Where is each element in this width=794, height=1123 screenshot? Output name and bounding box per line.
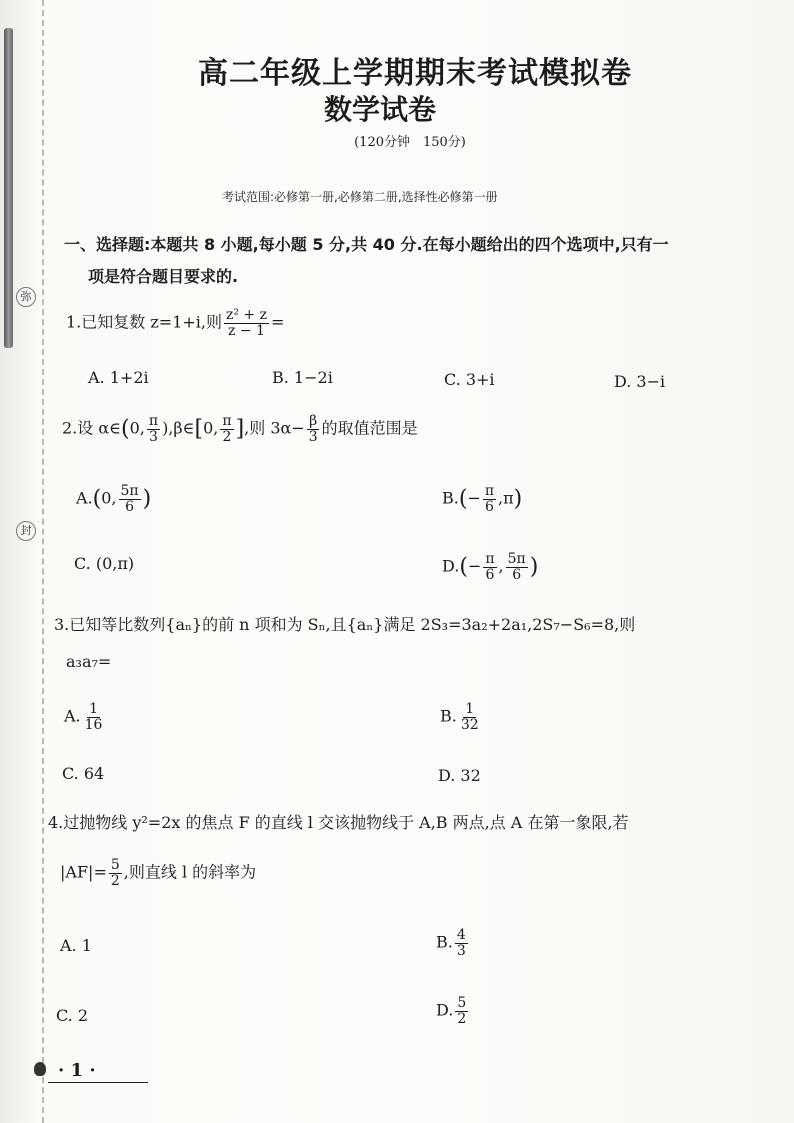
q2-option-b-post: ,π [498, 488, 514, 508]
q2-option-b-frac [483, 484, 496, 514]
q2-frac3 [307, 414, 320, 444]
q2-option-d-frac2 [506, 552, 528, 582]
q1-option-a: A. 1+2i [88, 368, 149, 387]
q4-line2-num: 5 [110, 857, 120, 873]
q4-line2 [60, 858, 256, 888]
q2-option-b: B.(− $\frac{\pi}{6}$ ,π) [442, 483, 523, 515]
q3-option-a-num: 1 [89, 701, 99, 717]
q2-stem: 2.设 α∈(0, $\frac{\pi}{3}$ ),β∈[0, $\frac{\pi}{2}$ ],则 3α− $\frac{\beta}{3}$ 的取值范围是 [62, 413, 418, 445]
q4-option-b-label: B. [436, 932, 453, 952]
q2-option-a-num: 5π [120, 483, 139, 499]
q2-option-a-text: 0, [101, 488, 117, 508]
q3-option-b-label: B. [440, 706, 457, 726]
section1-line2: 项是符合题目要求的. [88, 267, 239, 286]
q4-option-d [436, 996, 470, 1026]
q2-option-d: D.(− $\frac{\pi}{6}$ , $\frac{5\pi}{6}$ ) [442, 551, 539, 583]
q2-option-d-num1: π [485, 551, 495, 567]
q3-option-d: D. 32 [438, 766, 481, 785]
q4-option-b-frac [455, 928, 468, 958]
q3-line1: 3.已知等比数列{aₙ}的前 n 项和为 Sₙ,且{aₙ}满足 2S₃=3a₂+2a₁,2S₇−S₆=8,则 [54, 615, 636, 634]
section1-line1: 一、选择题:本题共 8 小题,每小题 5 分,共 40 分.在每小题给出的四个选项中,只有一 [64, 235, 669, 254]
q2-option-b-text: − [467, 488, 481, 508]
q4-line2-b: ,则直线 l 的斜率为 [123, 862, 257, 882]
q4-option-a: A. 1 [60, 936, 92, 955]
q2-p4: 0, [203, 418, 219, 438]
footer-rule [48, 1082, 148, 1083]
bulb-icon [34, 1062, 46, 1076]
q2-frac1 [147, 414, 160, 444]
q4-option-d-den: 2 [457, 1010, 467, 1027]
q2-option-b-num: π [484, 483, 495, 499]
q3-option-b-frac [459, 702, 481, 732]
q2-option-b-den: 6 [484, 498, 494, 515]
q2-frac2-den: 2 [222, 428, 232, 445]
q3-option-a-frac [83, 702, 105, 732]
q2-p1: 2.设 α∈ [62, 418, 122, 438]
q4-option-b [436, 928, 470, 958]
time-score: (120分钟 150分) [354, 135, 466, 150]
q1-option-d: D. 3−i [614, 372, 666, 391]
q3-line2: a₃a₇= [66, 652, 112, 671]
q4-option-b-num: 4 [456, 927, 466, 943]
q2-option-d-frac1 [483, 552, 496, 582]
q2-option-d-label: D. [442, 556, 460, 576]
q4-option-d-num: 5 [457, 995, 467, 1011]
q2-p3: ),β∈ [162, 418, 195, 438]
q2-option-d-den1: 6 [485, 566, 495, 583]
q3-option-a [64, 702, 106, 732]
exam-title: 高二年级上学期期末考试模拟卷 [198, 56, 632, 91]
q1-option-b: B. 1−2i [272, 368, 333, 387]
q4-option-c: C. 2 [56, 1006, 89, 1025]
q2-frac2 [220, 414, 233, 444]
page-number: · 1 · [58, 1060, 96, 1081]
q3-option-b-den: 32 [460, 716, 479, 733]
q2-p2: 0, [129, 418, 145, 438]
q2-option-d-num2: 5π [507, 551, 526, 567]
q2-frac3-den: 3 [308, 428, 318, 445]
q4-option-d-frac [455, 996, 468, 1026]
q3-option-b [440, 702, 483, 732]
q2-option-a: A.(0, $\frac{5\pi}{6}$ ) [76, 483, 152, 515]
q2-option-a-label: A. [76, 488, 93, 508]
q2-frac1-num: π [148, 413, 159, 429]
q3-option-c: C. 64 [62, 764, 105, 783]
q2-option-a-den: 6 [125, 498, 135, 515]
q1-frac-num: z² + z [225, 307, 267, 323]
q1-stem [66, 308, 284, 338]
q4-line1: 4.过抛物线 y²=2x 的焦点 F 的直线 l 交该抛物线于 A,B 两点,点 A 在第一象限,若 [48, 813, 629, 832]
q2-option-b-label: B. [442, 488, 459, 508]
exam-scope: 考试范围:必修第一册,必修第二册,选择性必修第一册 [222, 190, 498, 204]
margin-mark-mi: 弥 [16, 287, 36, 307]
q2-frac2-num: π [222, 413, 232, 429]
q1-fraction [224, 308, 269, 338]
q1-option-c: C. 3+i [444, 370, 495, 389]
q3-option-a-label: A. [64, 706, 81, 726]
q2-p5: ,则 3α− [244, 418, 305, 438]
q2-option-d-den2: 6 [512, 566, 522, 583]
q3-option-b-num: 1 [465, 701, 475, 717]
q4-line2-den: 2 [110, 872, 120, 889]
q1-stem-a: 1.已知复数 z=1+i,则 [66, 312, 222, 332]
q2-option-d-text: − [467, 556, 482, 576]
q1-frac-den: z − 1 [228, 322, 265, 339]
q4-line2-a: |AF|= [60, 862, 107, 882]
q2-option-a-frac [119, 484, 141, 514]
q3-option-a-den: 16 [84, 716, 103, 733]
q2-option-c: C. (0,π) [74, 554, 135, 573]
q4-option-b-den: 3 [456, 942, 466, 959]
q2-frac1-den: 3 [149, 428, 158, 445]
seal-line [42, 0, 44, 1123]
q2-frac3-num: β [309, 413, 318, 429]
q4-option-d-label: D. [436, 1000, 454, 1020]
q1-stem-b: = [270, 312, 285, 332]
exam-subject: 数学试卷 [323, 93, 436, 126]
margin-mark-feng: 封 [16, 521, 36, 541]
q2-p6: 的取值范围是 [321, 418, 418, 438]
q4-line2-frac [109, 858, 122, 888]
